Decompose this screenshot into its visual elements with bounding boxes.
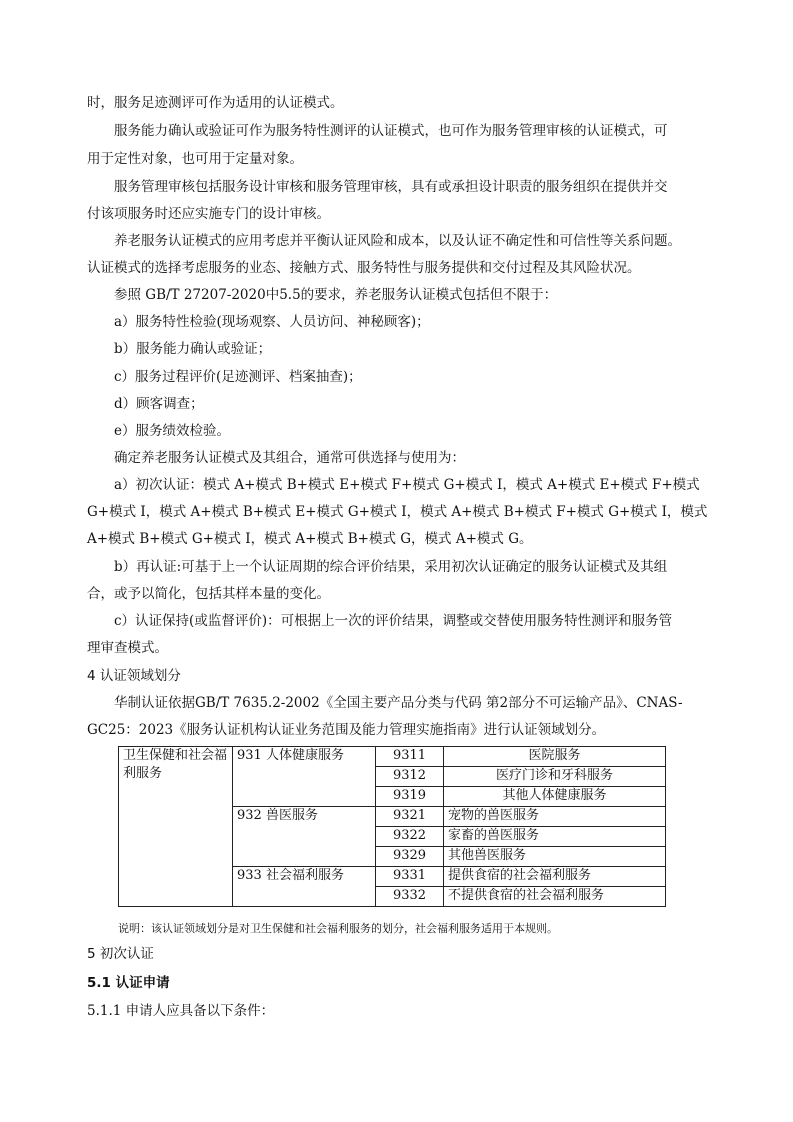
list-item: a）服务特性检验(现场观察、人员访问、神秘顾客)； bbox=[114, 314, 430, 330]
paragraph-line: 5.1.1 申请人应具备以下条件： bbox=[87, 1003, 275, 1019]
name-cell: 医院服务 bbox=[444, 747, 666, 767]
code-cell: 9331 bbox=[376, 867, 444, 887]
section-heading: 5 初次认证 bbox=[87, 946, 154, 962]
code-cell: 9332 bbox=[376, 887, 444, 907]
paragraph-line: GC25：2023《服务认证机构认证业务范围及能力管理实施指南》进行认证领域划分。 bbox=[87, 722, 606, 738]
paragraph-line: 合，或予以简化，包括其样本量的变化。 bbox=[87, 586, 330, 602]
code-cell: 9311 bbox=[376, 747, 444, 767]
paragraph-line: 用于定性对象，也可用于定量对象。 bbox=[87, 151, 303, 167]
list-item: b）再认证:可基于上一个认证周期的综合评价结果，采用初次认证确定的服务认证模式及其组 bbox=[114, 559, 668, 575]
list-item: e）服务绩效检验。 bbox=[114, 423, 230, 439]
list-item: c）服务过程评价(足迹测评、档案抽查)； bbox=[114, 369, 362, 385]
code-cell: 9312 bbox=[376, 767, 444, 787]
name-cell: 其他人体健康服务 bbox=[444, 787, 666, 807]
table-note: 说明：该认证领域划分是对卫生保健和社会福利服务的划分，社会福利服务适用于本规则。 bbox=[118, 922, 558, 935]
name-cell: 其他兽医服务 bbox=[444, 847, 666, 867]
subsection-heading: 5.1 认证申请 bbox=[87, 975, 170, 991]
name-cell: 家畜的兽医服务 bbox=[444, 827, 666, 847]
group-cell: 932 兽医服务 bbox=[233, 807, 376, 867]
list-item: d）顾客调查； bbox=[114, 396, 204, 412]
paragraph-line: G+模式 I，模式 A+模式 B+模式 E+模式 G+模式 I，模式 A+模式 B+模式 F+模式 G+模式 I，模式 bbox=[87, 504, 708, 520]
name-cell: 医疗门诊和牙科服务 bbox=[444, 767, 666, 787]
paragraph-line: 理审查模式。 bbox=[87, 640, 168, 656]
code-cell: 9321 bbox=[376, 807, 444, 827]
category-cell: 卫生保健和社会福利服务 bbox=[119, 747, 233, 907]
list-item: c）认证保持(或监督评价)：可根据上一次的评价结果，调整或交替使用服务特性测评和服务管 bbox=[114, 613, 673, 629]
paragraph-line: A+模式 B+模式 G+模式 I，模式 A+模式 B+模式 G，模式 A+模式 G。 bbox=[87, 531, 533, 547]
section-heading: 4 认证领域划分 bbox=[87, 668, 181, 684]
name-cell: 不提供食宿的社会福利服务 bbox=[444, 887, 666, 907]
paragraph-line: 服务管理审核包括服务设计审核和服务管理审核，具有或承担设计职责的服务组织在提供并交 bbox=[114, 179, 668, 195]
paragraph-line: 认证模式的选择考虑服务的业态、接触方式、服务特性与服务提供和交付过程及其风险状况。 bbox=[87, 260, 641, 276]
group-cell: 933 社会福利服务 bbox=[233, 867, 376, 907]
paragraph-line: 时，服务足迹测评可作为适用的认证模式。 bbox=[87, 95, 344, 111]
code-cell: 9319 bbox=[376, 787, 444, 807]
name-cell: 宠物的兽医服务 bbox=[444, 807, 666, 827]
code-cell: 9322 bbox=[376, 827, 444, 847]
paragraph-line: 参照 GB/T 27207-2020中5.5的要求，养老服务认证模式包括但不限于： bbox=[114, 287, 558, 303]
code-cell: 9329 bbox=[376, 847, 444, 867]
certification-domain-table bbox=[118, 746, 666, 907]
paragraph-line: 付该项服务时还应实施专门的设计审核。 bbox=[87, 206, 330, 222]
paragraph-line: 确定养老服务认证模式及其组合，通常可供选择与使用为： bbox=[114, 450, 465, 466]
group-cell: 931 人体健康服务 bbox=[233, 747, 376, 807]
list-item: b）服务能力确认或验证； bbox=[114, 341, 272, 357]
paragraph-line: 养老服务认证模式的应用考虑并平衡认证风险和成本，以及认证不确定性和可信性等关系问题。 bbox=[114, 233, 681, 249]
list-item: a）初次认证：模式 A+模式 B+模式 E+模式 F+模式 G+模式 I，模式 A+模式 E+模式 F+模式 bbox=[114, 477, 700, 493]
paragraph-line: 华制认证依据GB/T 7635.2-2002《全国主要产品分类与代码 第2部分不可运输产品》、CNAS- bbox=[114, 695, 683, 711]
name-cell: 提供食宿的社会福利服务 bbox=[444, 867, 666, 887]
paragraph-line: 服务能力确认或验证可作为服务特性测评的认证模式，也可作为服务管理审核的认证模式，可 bbox=[114, 123, 668, 139]
